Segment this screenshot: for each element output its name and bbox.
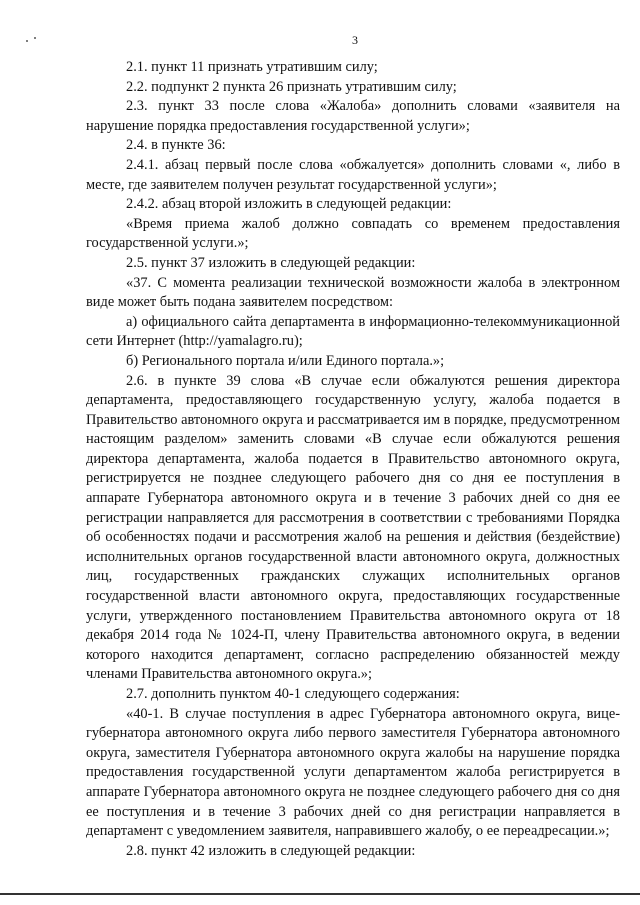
bottom-scan-edge [0, 893, 640, 895]
paragraph-2-7: 2.7. дополнить пунктом 40-1 следующего содержания: [126, 686, 460, 702]
paragraph-item-b: б) Регионального портала и/или Единого портала.»; [126, 352, 445, 369]
paragraph-2-8: 2.8. пункт 42 изложить в следующей редакции: [126, 842, 416, 859]
paragraph-quote-reception-time: «Время приема жалоб должно совпадать со временем предоставления государственной услуги.»; [86, 215, 620, 252]
paragraph-2-2: 2.2. подпункт 2 пункта 26 признать утратившим силу; [126, 78, 457, 95]
paragraph-quote-40-1: «40-1. В случае поступления в адрес Губернатора автономного округа, вице-губернатора автономного округа либо первого заместителя Губернатора автономного округа, заместителя Губернатора автономного округа жалобы на нарушение порядка предоставления государственной услуги департаментом жалоба регистрируется в аппарате Губернатора автономного округа не позднее следующего рабочего дня со дня ее поступления и в течение 3 рабочих дней со дня регистрации направляется в департамент с уведомлением заявителя, направившего жалобу, о ее переадресации.»; [86, 705, 620, 840]
paragraph-2-4: 2.4. в пункте 36: [126, 137, 226, 154]
paragraph-2-4-2: 2.4.2. абзац второй изложить в следующей редакции: [126, 196, 452, 213]
page-number: 3 [352, 33, 358, 47]
paragraph-2-6: 2.6. в пункте 39 слова «В случае если обжалуются решения директора департамента, предоставляющего государственную услугу, жалоба подается в Правительство автономного округа и рассматривается им в порядке, предусмотренном настоящим разделом» заменить словами «В случае если обжалуются решения директора департамента, жалоба подается в Правительство автономного округа, регистрируется не позднее следующего рабочего дня со дня ее поступления в аппарате Губернатора автономного округа и в течение 3 рабочих дней со дня ее регистрации направляется для рассмотрения в соответствии с требованиями Порядка об особенностях подачи и рассмотрения жалоб на решения и действия (бездействие) исполнительных органов государственной власти автономного округа, должностных лиц, государственных гражданских служащих исполнительных органов государственной власти автономного округа, предоставляющих государственные услуги, утвержденного постановлением Правительства автономного округа от 18 декабря 2014 года № 1024-П, члену Правительства автономного округа, в ведении которого находится департамент, согласно распределению обязанностей между членами Правительства автономного округа.»; [86, 372, 620, 683]
paragraph-quote-37: «37. С момента реализации технической возможности жалоба в электронном виде может быть подана заявителем посредством: [86, 274, 620, 311]
scan-artifact [34, 37, 36, 39]
paragraph-item-a: а) официального сайта департамента в информационно-телекоммуникационной сети Интернет (http://yamalagro.ru); [86, 313, 620, 350]
paragraph-2-1: 2.1. пункт 11 признать утратившим силу; [126, 59, 378, 75]
paragraph-2-3: 2.3. пункт 33 после слова «Жалоба» дополнить словами «заявителя на нарушение порядка предоставления государственной услуги»; [86, 98, 620, 134]
scan-artifact [26, 40, 28, 42]
paragraph-2-5: 2.5. пункт 37 изложить в следующей редакции: [126, 254, 416, 271]
document-body [86, 58, 620, 861]
paragraph-2-4-1: 2.4.1. абзац первый после слова «обжалуется» дополнить словами «, либо в месте, где заявителем получен результат государственной услуги»; [86, 156, 620, 193]
